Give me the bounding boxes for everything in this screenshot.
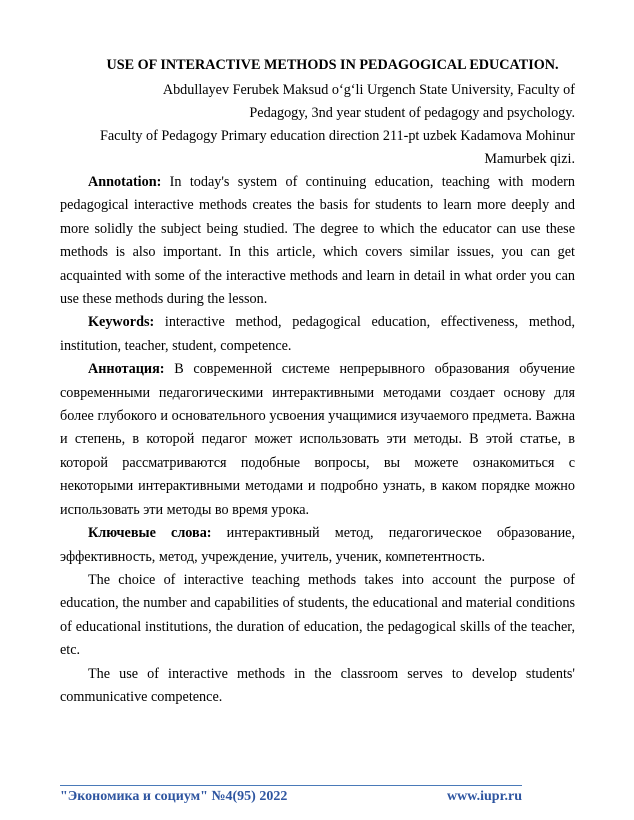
annotation-ru-paragraph: [60, 358, 575, 522]
annotation-ru-text: В современной системе непрерывного образования обучение современными педагогическими интерактивными методами создает основу для более глубокого и основательного усвоения учащимися изучаемого предмета. Важна и степень, в которой педагог может использовать эти методы. В этой статье, в которой рассматриваются подобные вопросы, вы можете ознакомиться с некоторыми интерактивными методами и подробно узнать, в каком порядке можно использовать эти методы во время урока.: [60, 361, 575, 518]
author-line-1: Abdullayev Ferubek Maksud o‘g‘li Urgench State University, Faculty of: [162, 82, 575, 98]
footer-divider: [60, 785, 522, 786]
annotation-ru-label: Аннотация:: [88, 361, 165, 378]
keywords-paragraph: [60, 311, 575, 358]
keywords-text: interactive method, pedagogical education, effectiveness, method, institution, teacher, student, competence.: [60, 314, 575, 354]
body-paragraph-1: The choice of interactive teaching methods takes into account the purpose of education, the number and capabilities of students, the educational and material conditions of educational institutions, the duration of education, the pedagogical skills of the teacher, etc.: [60, 571, 575, 659]
author-line-2: Pedagogy, 3nd year student of pedagogy and psychology.: [249, 105, 575, 121]
page-footer: [60, 789, 522, 805]
article-title: USE OF INTERACTIVE METHODS IN PEDAGOGICAL EDUCATION.: [106, 57, 559, 73]
annotation-paragraph: [60, 171, 575, 311]
footer-website[interactable]: www.iupr.ru: [447, 789, 522, 804]
annotation-label: Annotation:: [88, 174, 162, 190]
keywords-ru-label: Ключевые слова:: [88, 525, 212, 542]
keywords-ru-paragraph: [60, 522, 575, 569]
annotation-text: In today's system of continuing education, teaching with modern pedagogical interactive methods creates the basis for students to learn more deeply and more solidly the subject being studied. The degree to which the educator can use these methods is also important. In this article, which covers similar issues, you can get acquainted with some of the interactive methods and learn in detail in what order you can use these methods during the lesson.: [60, 174, 575, 308]
keywords-ru-text: интерактивный метод, педагогическое образование, эффективность, метод, учреждение, учитель, ученик, компетентность.: [60, 525, 576, 565]
author-line-3: Faculty of Pedagogy Primary education direction 211-pt uzbek Kadamova Mohinur: [99, 128, 575, 144]
author-line-4: Mamurbek qizi.: [484, 151, 575, 167]
footer-journal: "Экономика и социум" №4(95) 2022: [60, 789, 288, 804]
body-paragraph-2: The use of interactive methods in the classroom serves to develop students' communicative competence.: [60, 665, 575, 705]
keywords-label: Keywords:: [88, 314, 155, 331]
document-page: [60, 55, 575, 709]
